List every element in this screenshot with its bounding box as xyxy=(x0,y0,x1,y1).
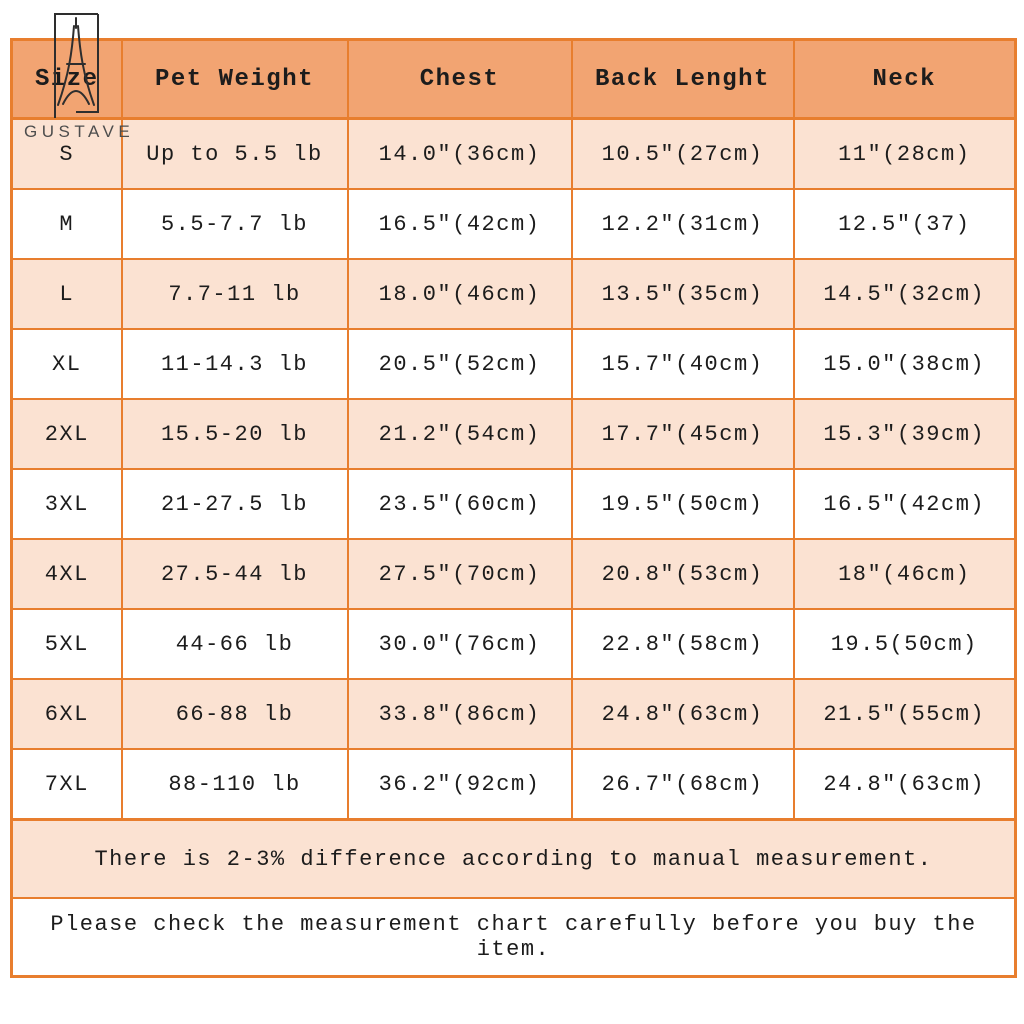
neck-cell: 11″(28cm) xyxy=(794,119,1016,190)
table-row xyxy=(12,679,1016,749)
chest-cell: 21.2″(54cm) xyxy=(348,399,572,469)
weight-cell: 27.5-44 lb xyxy=(122,539,348,609)
chest-cell: 18.0″(46cm) xyxy=(348,259,572,329)
header-back-length: Back Lenght xyxy=(572,40,794,119)
table-row xyxy=(12,329,1016,399)
note-row xyxy=(12,820,1016,899)
weight-cell: 66-88 lb xyxy=(122,679,348,749)
size-cell: S xyxy=(12,119,122,190)
weight-cell: 15.5-20 lb xyxy=(122,399,348,469)
neck-cell: 16.5″(42cm) xyxy=(794,469,1016,539)
header-chest: Chest xyxy=(348,40,572,119)
table-row xyxy=(12,539,1016,609)
chest-cell: 20.5″(52cm) xyxy=(348,329,572,399)
back-length-cell: 13.5″(35cm) xyxy=(572,259,794,329)
chest-cell: 33.8″(86cm) xyxy=(348,679,572,749)
chest-cell: 23.5″(60cm) xyxy=(348,469,572,539)
back-length-cell: 20.8″(53cm) xyxy=(572,539,794,609)
table-header-row xyxy=(12,40,1016,119)
back-length-cell: 24.8″(63cm) xyxy=(572,679,794,749)
neck-cell: 24.8″(63cm) xyxy=(794,749,1016,820)
chest-cell: 30.0″(76cm) xyxy=(348,609,572,679)
neck-cell: 15.3″(39cm) xyxy=(794,399,1016,469)
size-cell: 5XL xyxy=(12,609,122,679)
neck-cell: 19.5(50cm) xyxy=(794,609,1016,679)
back-length-cell: 17.7″(45cm) xyxy=(572,399,794,469)
table-row xyxy=(12,259,1016,329)
back-length-cell: 10.5″(27cm) xyxy=(572,119,794,190)
size-cell: 6XL xyxy=(12,679,122,749)
neck-cell: 21.5″(55cm) xyxy=(794,679,1016,749)
back-length-cell: 12.2″(31cm) xyxy=(572,189,794,259)
pet-size-chart-table xyxy=(10,38,1017,978)
chest-cell: 36.2″(92cm) xyxy=(348,749,572,820)
neck-cell: 15.0″(38cm) xyxy=(794,329,1016,399)
back-length-cell: 26.7″(68cm) xyxy=(572,749,794,820)
size-cell: 3XL xyxy=(12,469,122,539)
size-cell: 7XL xyxy=(12,749,122,820)
measurement-tolerance-note: There is 2-3% difference according to manual measurement. xyxy=(12,820,1016,899)
table-row xyxy=(12,749,1016,820)
table-row xyxy=(12,469,1016,539)
note-row xyxy=(12,898,1016,977)
check-chart-note: Please check the measurement chart carefully before you buy the item. xyxy=(12,898,1016,977)
header-size: Size xyxy=(12,40,122,119)
neck-cell: 14.5″(32cm) xyxy=(794,259,1016,329)
table-row xyxy=(12,189,1016,259)
back-length-cell: 15.7″(40cm) xyxy=(572,329,794,399)
size-cell: M xyxy=(12,189,122,259)
table-row xyxy=(12,609,1016,679)
weight-cell: 44-66 lb xyxy=(122,609,348,679)
neck-cell: 12.5″(37) xyxy=(794,189,1016,259)
chest-cell: 16.5″(42cm) xyxy=(348,189,572,259)
weight-cell: 88-110 lb xyxy=(122,749,348,820)
back-length-cell: 19.5″(50cm) xyxy=(572,469,794,539)
table-row xyxy=(12,399,1016,469)
header-pet-weight: Pet Weight xyxy=(122,40,348,119)
size-cell: L xyxy=(12,259,122,329)
brand-name: GUSTAVE xyxy=(24,122,135,141)
size-cell: 4XL xyxy=(12,539,122,609)
header-neck: Neck xyxy=(794,40,1016,119)
chest-cell: 27.5″(70cm) xyxy=(348,539,572,609)
chest-cell: 14.0″(36cm) xyxy=(348,119,572,190)
size-cell: XL xyxy=(12,329,122,399)
weight-cell: 7.7-11 lb xyxy=(122,259,348,329)
weight-cell: 11-14.3 lb xyxy=(122,329,348,399)
weight-cell: 5.5-7.7 lb xyxy=(122,189,348,259)
weight-cell: Up to 5.5 lb xyxy=(122,119,348,190)
back-length-cell: 22.8″(58cm) xyxy=(572,609,794,679)
size-cell: 2XL xyxy=(12,399,122,469)
weight-cell: 21-27.5 lb xyxy=(122,469,348,539)
table-row xyxy=(12,119,1016,190)
neck-cell: 18″(46cm) xyxy=(794,539,1016,609)
